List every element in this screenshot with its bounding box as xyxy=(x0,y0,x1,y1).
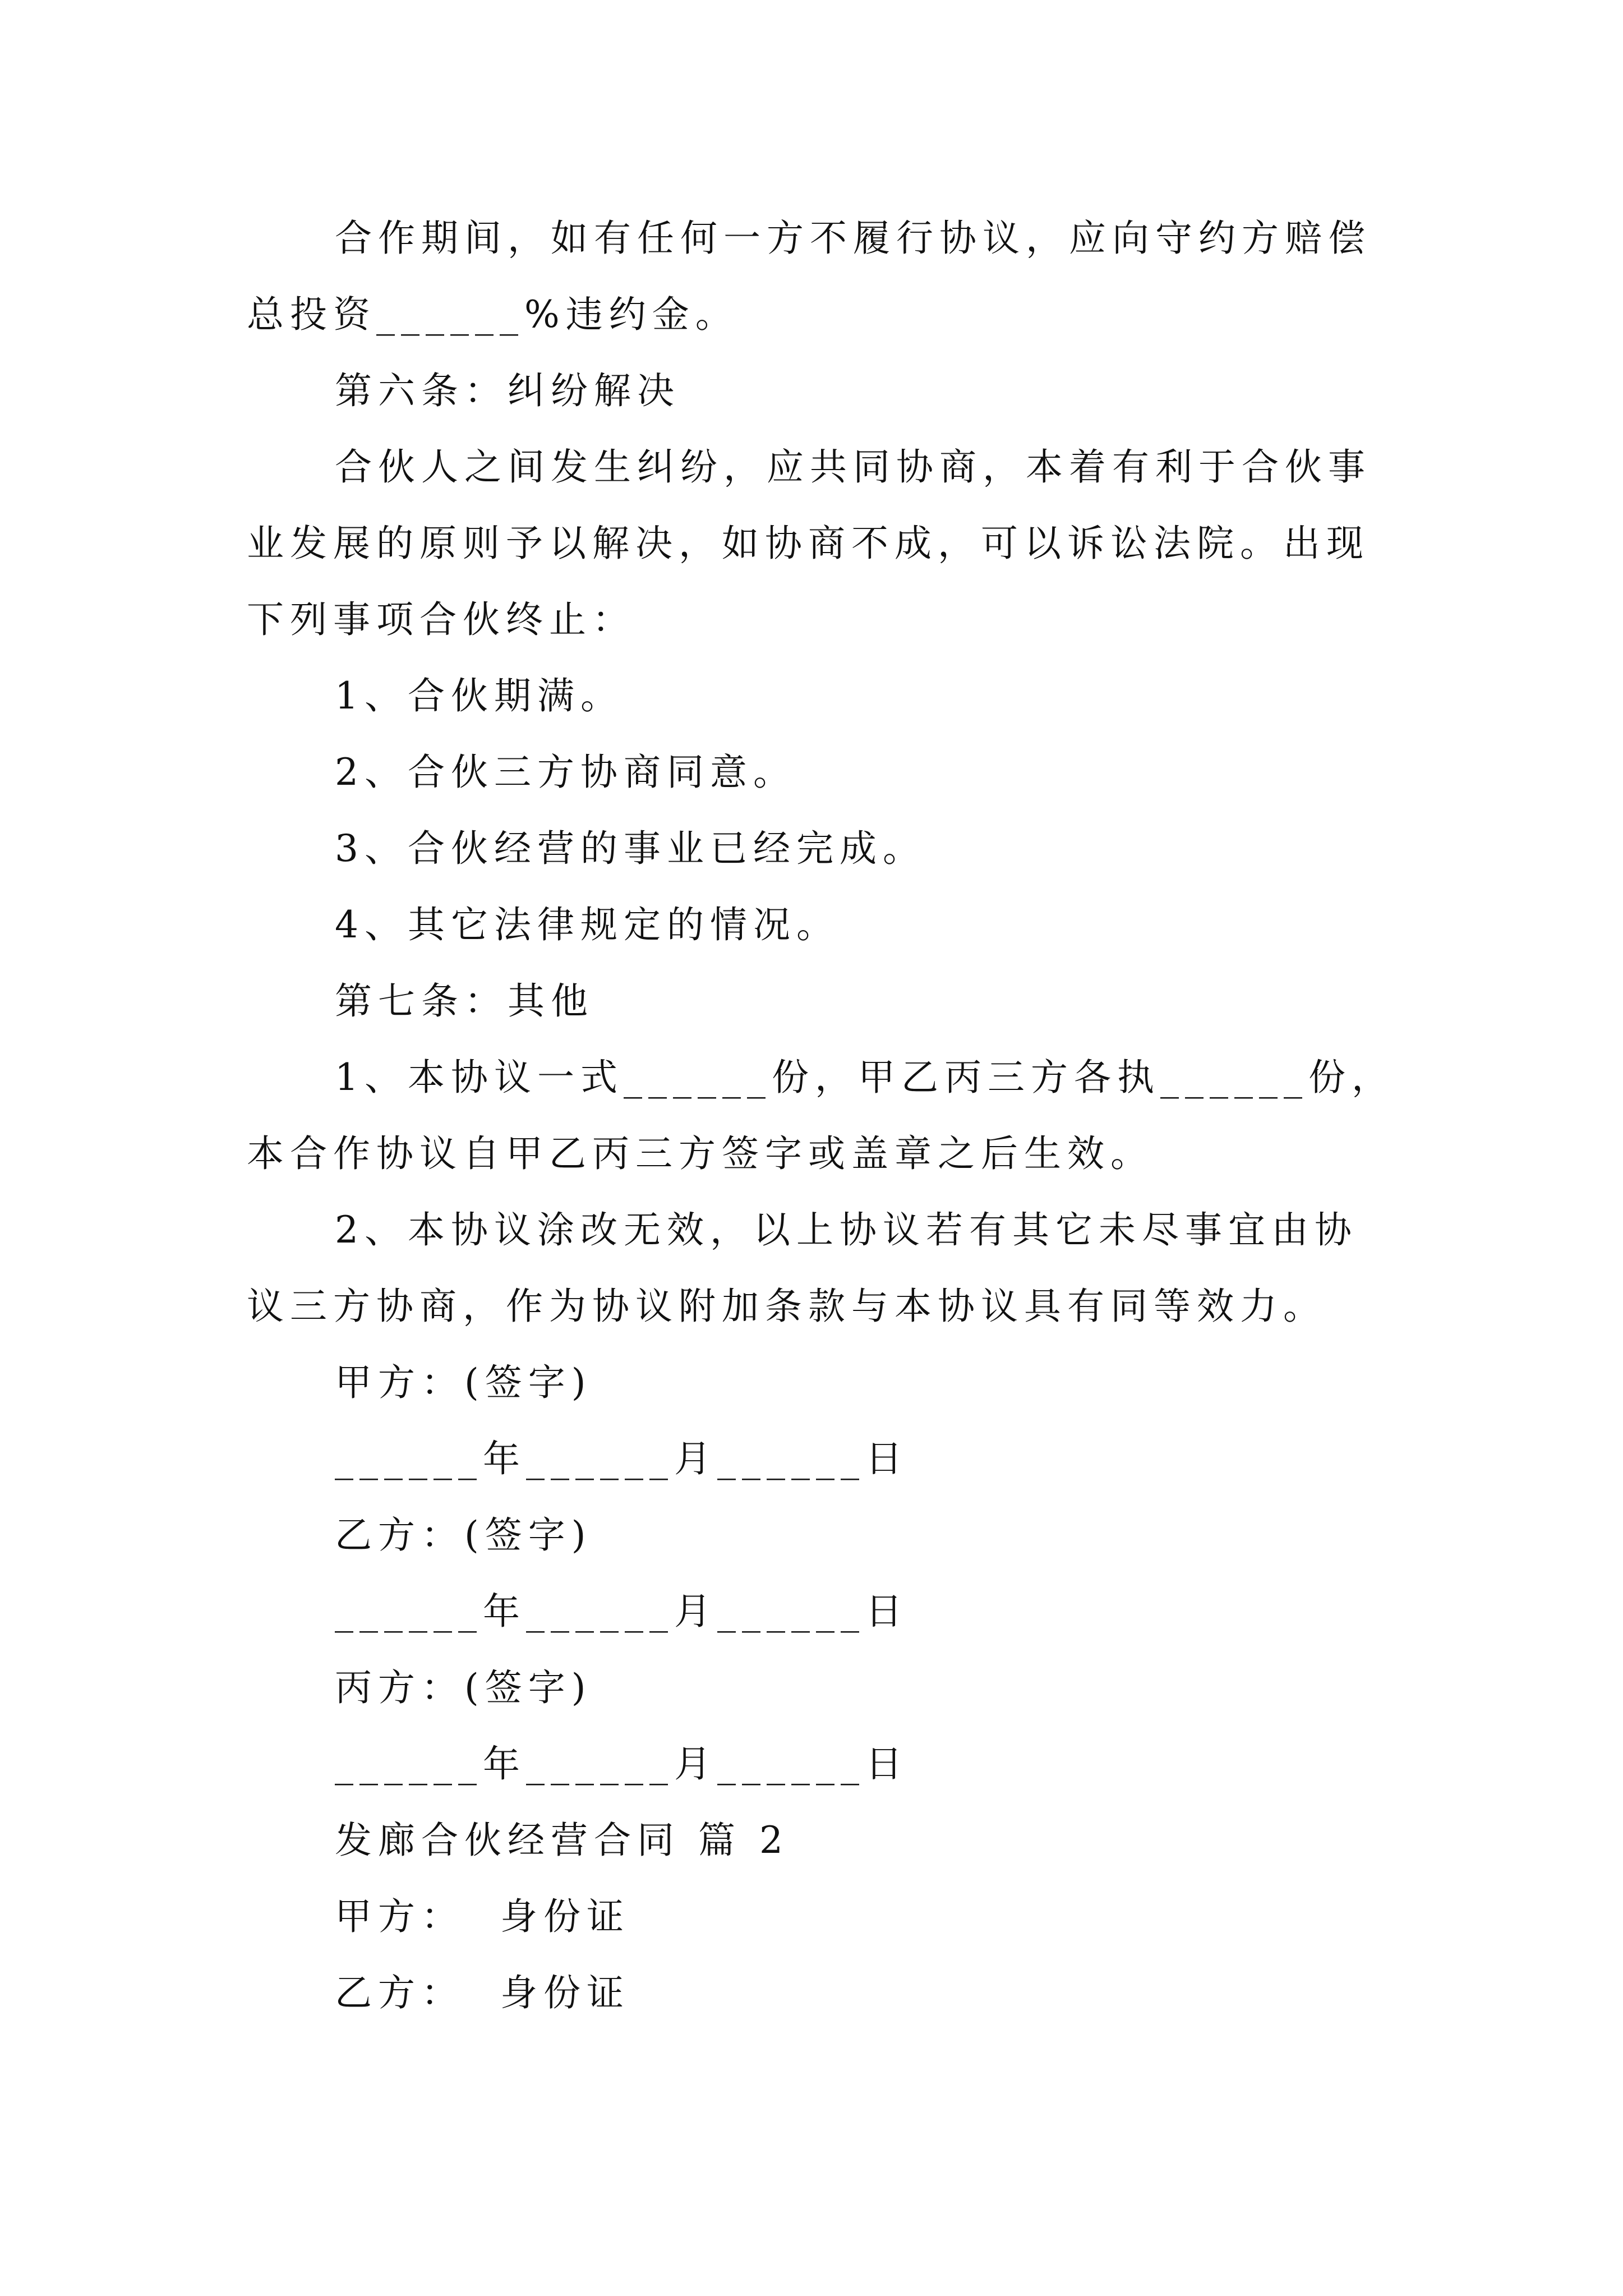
document-title: 发廊合伙经营合同 篇 2 xyxy=(335,1819,789,1862)
list-item: 2、合伙三方协商同意。 xyxy=(335,751,796,794)
text-line: 总投资______%违约金。 xyxy=(247,293,739,336)
date-line: ______年______月______日 xyxy=(335,1437,909,1480)
date-line: ______年______月______日 xyxy=(335,1742,909,1786)
party-field: 甲方： 身份证 xyxy=(335,1895,630,1938)
text-line: 业发展的原则予以解决，如协商不成，可以诉讼法院。出现 xyxy=(247,522,1370,565)
text-line: 合作期间，如有任何一方不履行协议，应向守约方赔偿 xyxy=(335,217,1371,260)
text-line: 合伙人之间发生纠纷，应共同协商，本着有利于合伙事 xyxy=(335,445,1371,489)
text-line: 1、本协议一式______份，甲乙丙三方各执______份， xyxy=(335,1056,1395,1099)
party-field: 乙方： 身份证 xyxy=(335,1971,630,2014)
list-item: 4、其它法律规定的情况。 xyxy=(335,903,840,946)
section-heading: 第七条：其他 xyxy=(335,979,594,1023)
section-heading: 第六条：纠纷解决 xyxy=(335,369,680,412)
signature-label: 乙方：(签字) xyxy=(335,1513,592,1557)
list-item: 3、合伙经营的事业已经完成。 xyxy=(335,827,926,870)
text-line: 本合作协议自甲乙丙三方签字或盖章之后生效。 xyxy=(247,1132,1154,1175)
text-line: 2、本协议涂改无效，以上协议若有其它未尽事宜由协 xyxy=(335,1208,1358,1251)
date-line: ______年______月______日 xyxy=(335,1590,909,1633)
signature-label: 甲方：(签字) xyxy=(335,1361,592,1404)
text-line: 议三方协商，作为协议附加条款与本协议具有同等效力。 xyxy=(247,1285,1326,1328)
signature-label: 丙方：(签字) xyxy=(335,1666,592,1709)
list-item: 1、合伙期满。 xyxy=(335,674,624,717)
text-line: 下列事项合伙终止： xyxy=(247,598,635,641)
